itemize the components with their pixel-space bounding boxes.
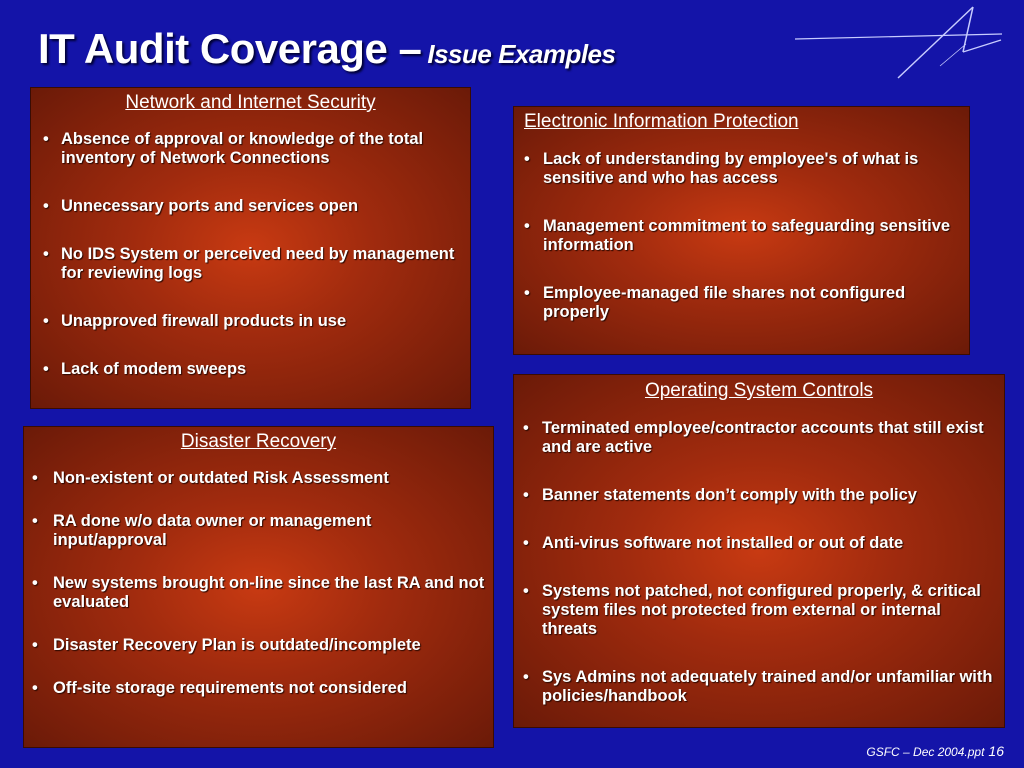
footer-filename: GSFC – Dec 2004.ppt [866, 745, 985, 759]
list-item: • Unapproved firewall products in use [43, 312, 347, 330]
slide-title-main: IT Audit Coverage – [38, 25, 422, 72]
bullet-icon: • [523, 534, 529, 552]
panel-title: Network and Internet Security [125, 92, 376, 113]
panel-title: Disaster Recovery [180, 431, 337, 452]
bullet-icon: • [43, 245, 49, 263]
bullet-icon: • [524, 150, 530, 168]
bullet-icon: • [43, 130, 49, 148]
slide-title [38, 25, 616, 72]
bullet-list [24, 469, 493, 698]
bullet-icon: • [523, 486, 529, 504]
list-item: • RA done w/o data owner or management input/approval [32, 512, 372, 549]
bullet-icon: • [32, 512, 38, 530]
list-item: • Disaster Recovery Plan is outdated/incomplete [32, 636, 421, 654]
bullet-icon: • [32, 636, 38, 654]
bullet-icon: • [32, 469, 38, 487]
page-number: 16 [988, 743, 1004, 759]
list-item: • Non-existent or outdated Risk Assessment [32, 469, 389, 487]
list-item: • Terminated employee/contractor accounts that still exist and are active [523, 419, 984, 456]
bullet-icon: • [43, 360, 49, 378]
list-item: • Banner statements don’t comply with the policy [523, 486, 917, 504]
bullet-list [514, 150, 969, 322]
list-item: • Unnecessary ports and services open [43, 197, 359, 215]
bullet-icon: • [32, 679, 38, 697]
bullet-list [31, 130, 470, 379]
slide-subtitle: Issue Examples [427, 39, 616, 69]
bullet-icon: • [43, 197, 49, 215]
list-item: • Management commitment to safeguarding sensitive information [524, 217, 951, 254]
list-item: • Anti-virus software not installed or out of date [523, 534, 904, 552]
list-item: • Employee-managed file shares not configured properly [524, 284, 906, 321]
list-item: • Absence of approval or knowledge of the total inventory of Network Connections [43, 130, 424, 167]
bullet-list [514, 419, 1004, 706]
list-item: • Systems not patched, not configured properly, & critical system files not protected from external or internal threats [523, 582, 981, 638]
bullet-icon: • [524, 284, 530, 302]
list-item: • Sys Admins not adequately trained and/or unfamiliar with policies/handbook [523, 668, 993, 705]
panel-os-controls [513, 374, 1005, 728]
bullet-icon: • [523, 668, 529, 686]
list-item: • New systems brought on-line since the last RA and not evaluated [32, 574, 485, 611]
bullet-icon: • [43, 312, 49, 330]
panel-network-security [30, 87, 471, 409]
bullet-icon: • [524, 217, 530, 235]
panel-disaster-recovery [23, 426, 494, 748]
panel-title: Operating System Controls [644, 380, 874, 401]
list-item: • Off-site storage requirements not considered [32, 679, 407, 697]
list-item: • Lack of modem sweeps [43, 360, 247, 378]
panel-title: Electronic Information Protection [524, 111, 799, 132]
bullet-icon: • [523, 582, 529, 600]
slide-footer [866, 743, 1004, 759]
bullet-icon: • [32, 574, 38, 592]
list-item: • Lack of understanding by employee's of what is sensitive and who has access [524, 150, 919, 187]
bullet-icon: • [523, 419, 529, 437]
panel-electronic-information [513, 106, 970, 355]
list-item: • No IDS System or perceived need by management for reviewing logs [43, 245, 455, 282]
star-logo-icon [790, 4, 1005, 82]
